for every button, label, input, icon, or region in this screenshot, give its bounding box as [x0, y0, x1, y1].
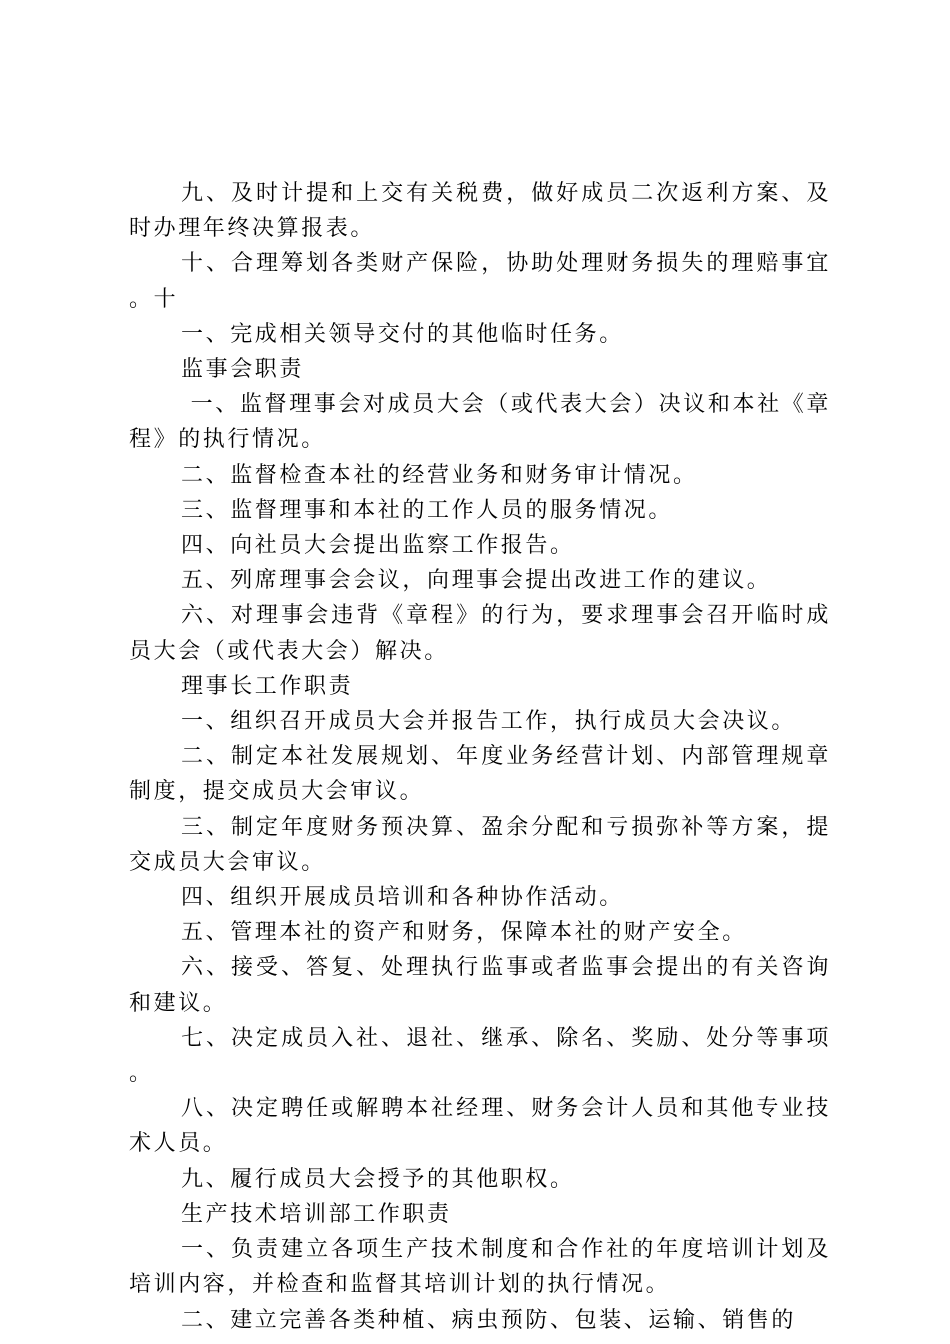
paragraph: 一、监督理事会对成员大会（或代表大会）决议和本社《章程》的执行情况。: [129, 392, 831, 453]
paragraph: 一、组织召开成员大会并报告工作，执行成员大会决议。: [181, 709, 797, 735]
section-heading: 生产技术培训部工作职责: [181, 1201, 452, 1227]
paragraph: 三、监督理事和本社的工作人员的服务情况。: [181, 497, 674, 523]
paragraph: 五、列席理事会会议，向理事会提出改进工作的建议。: [181, 568, 772, 594]
paragraph: 二、监督检查本社的经营业务和财务审计情况。: [181, 462, 698, 488]
paragraph: 十、合理筹划各类财产保险，协助处理财务损失的理赔事宜。十: [129, 251, 831, 312]
document-body: [129, 176, 831, 1338]
paragraph: 四、组织开展成员培训和各种协作活动。: [181, 885, 624, 911]
paragraph: 六、对理事会违背《章程》的行为，要求理事会召开临时成员大会（或代表大会）解决。: [129, 603, 831, 664]
paragraph: 九、及时计提和上交有关税费，做好成员二次返利方案、及时办理年终决算报表。: [129, 181, 831, 242]
paragraph: 一、完成相关领导交付的其他临时任务。: [181, 321, 624, 347]
paragraph: 八、决定聘任或解聘本社经理、财务会计人员和其他专业技术人员。: [129, 1096, 831, 1157]
paragraph: 九、履行成员大会授予的其他职权。: [181, 1166, 575, 1192]
paragraph: 五、管理本社的资产和财务，保障本社的财产安全。: [181, 920, 747, 946]
paragraph: 六、接受、答复、处理执行监事或者监事会提出的有关咨询和建议。: [129, 955, 831, 1016]
paragraph: 二、建立完善各类种植、病虫预防、包装、运输、销售的: [181, 1307, 797, 1333]
paragraph: 三、制定年度财务预决算、盈余分配和亏损弥补等方案，提交成员大会审议。: [129, 814, 831, 875]
section-heading: 监事会职责: [181, 357, 305, 383]
paragraph: 四、向社员大会提出监察工作报告。: [181, 533, 575, 559]
paragraph: 一、负责建立各项生产技术制度和合作社的年度培训计划及培训内容，并检查和监督其培训计划的执行情况。: [129, 1237, 831, 1298]
paragraph: 七、决定成员入社、退社、继承、除名、奖励、处分等事项。: [129, 1025, 831, 1087]
section-heading: 理事长工作职责: [181, 673, 354, 699]
paragraph: 二、制定本社发展规划、年度业务经营计划、内部管理规章制度，提交成员大会审议。: [129, 744, 831, 805]
